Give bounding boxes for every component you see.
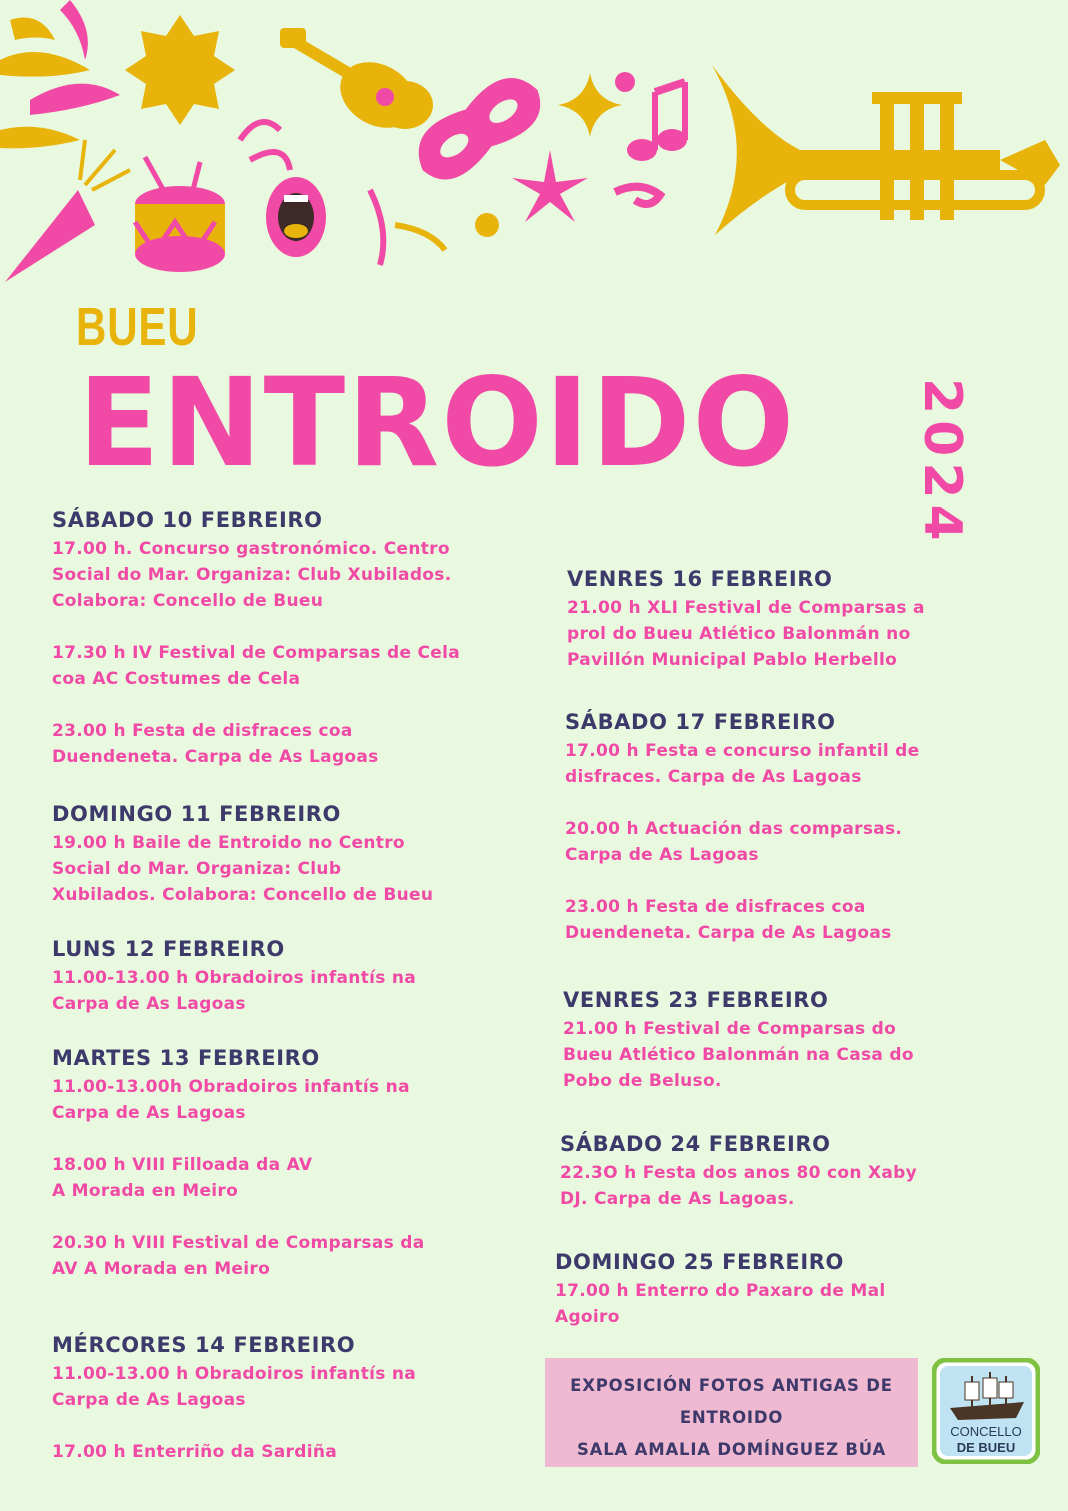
event-year: 2024: [912, 378, 972, 547]
day-section: [52, 1046, 522, 1282]
star-icon: [125, 15, 235, 125]
event-item: 18.00 h VIII Filloada da AV A Morada en Meiro: [52, 1155, 313, 1201]
day-title: VENRES 23 FEBREIRO: [563, 988, 829, 1012]
day-title: MÉRCORES 14 FEBREIRO: [52, 1333, 356, 1357]
day-section: [565, 710, 1035, 946]
drum-icon: [135, 157, 225, 272]
day-section: [52, 1333, 522, 1465]
singing-mouth-icon: [266, 177, 326, 257]
day-title: MARTES 13 FEBREIRO: [52, 1046, 320, 1070]
event-item: 17.30 h IV Festival de Comparsas de Cela coa AC Costumes de Cela: [52, 643, 460, 689]
carnival-mask-icon: [405, 64, 553, 192]
event-item: 20.30 h VIII Festival de Comparsas da AV A Morada en Meiro: [52, 1233, 425, 1279]
guitar-icon: [280, 28, 433, 141]
event-item: 19.00 h Baile de Entroido no Centro Social do Mar. Organiza: Club Xubilados. Colabora: Concello de Bueu: [52, 833, 434, 905]
music-note-icon: [615, 72, 687, 161]
event-item: 17.00 h Festa e concurso infantil de disfraces. Carpa de As Lagoas: [565, 741, 920, 787]
svg-text:DE BUEU: DE BUEU: [956, 1440, 1016, 1455]
town-name: BUEU: [76, 297, 199, 357]
event-item: 11.00-13.00 h Obradoiros infantís na Carpa de As Lagoas: [52, 1364, 417, 1410]
day-title: DOMINGO 11 FEBREIRO: [52, 802, 341, 826]
day-section: [52, 508, 522, 770]
svg-text:CONCELLO: CONCELLO: [950, 1424, 1022, 1439]
party-horn-icon: [5, 140, 130, 282]
concello-logo: [932, 1358, 1040, 1464]
event-item: 20.00 h Actuación das comparsas. Carpa de As Lagoas: [565, 819, 903, 865]
day-title: VENRES 16 FEBREIRO: [567, 567, 833, 591]
event-item: 22.3O h Festa dos anos 80 con Xaby DJ. Carpa de As Lagoas.: [560, 1163, 917, 1209]
day-title: SÁBADO 10 FEBREIRO: [52, 508, 323, 532]
carnival-decoration: [0, 0, 1068, 290]
event-item: 23.00 h Festa de disfraces coa Duendeneta. Carpa de As Lagoas: [52, 721, 379, 767]
day-section: [52, 802, 522, 908]
exhibition-line: ENTROIDO: [679, 1408, 784, 1427]
day-title: SÁBADO 17 FEBREIRO: [565, 710, 836, 734]
event-item: 17.00 h Enterriño da Sardiña: [52, 1442, 338, 1462]
day-title: DOMINGO 25 FEBREIRO: [555, 1250, 844, 1274]
event-item: 21.00 h Festival de Comparsas do Bueu Atlético Balonmán na Casa do Pobo de Beluso.: [563, 1019, 914, 1091]
exhibition-box: [545, 1358, 918, 1467]
day-section: [567, 567, 1037, 673]
trumpet-icon: [712, 65, 1060, 235]
event-item: 11.00-13.00 h Obradoiros infantís na Carpa de As Lagoas: [52, 968, 417, 1014]
day-section: [555, 1250, 1025, 1330]
sparkle-icon: [558, 73, 622, 137]
day-title: SÁBADO 24 FEBREIRO: [560, 1132, 831, 1156]
day-section: [560, 1132, 1030, 1212]
event-item: 17.00 h. Concurso gastronómico. Centro Social do Mar. Organiza: Club Xubilados. Colabora: Concello de Bueu: [52, 539, 452, 611]
confetti-icon: [0, 0, 120, 148]
event-title: ENTROIDO: [78, 352, 797, 494]
day-title: LUNS 12 FEBREIRO: [52, 937, 285, 961]
day-section: [52, 937, 522, 1017]
event-item: 11.00-13.00h Obradoiros infantís na Carpa de As Lagoas: [52, 1077, 410, 1123]
event-item: 17.00 h Enterro do Paxaro de Mal Agoiro: [555, 1281, 886, 1327]
event-item: 23.00 h Festa de disfraces coa Duendeneta. Carpa de As Lagoas: [565, 897, 892, 943]
event-item: 21.00 h XLI Festival de Comparsas a prol do Bueu Atlético Balonmán no Pavillón Municipal Pablo Herbello: [567, 598, 925, 670]
exhibition-line: SALA AMALIA DOMÍNGUEZ BÚA: [576, 1440, 887, 1459]
sparkle-icon: [512, 150, 588, 222]
exhibition-line: EXPOSICIÓN FOTOS ANTIGAS DE: [570, 1376, 893, 1395]
day-section: [563, 988, 1033, 1094]
